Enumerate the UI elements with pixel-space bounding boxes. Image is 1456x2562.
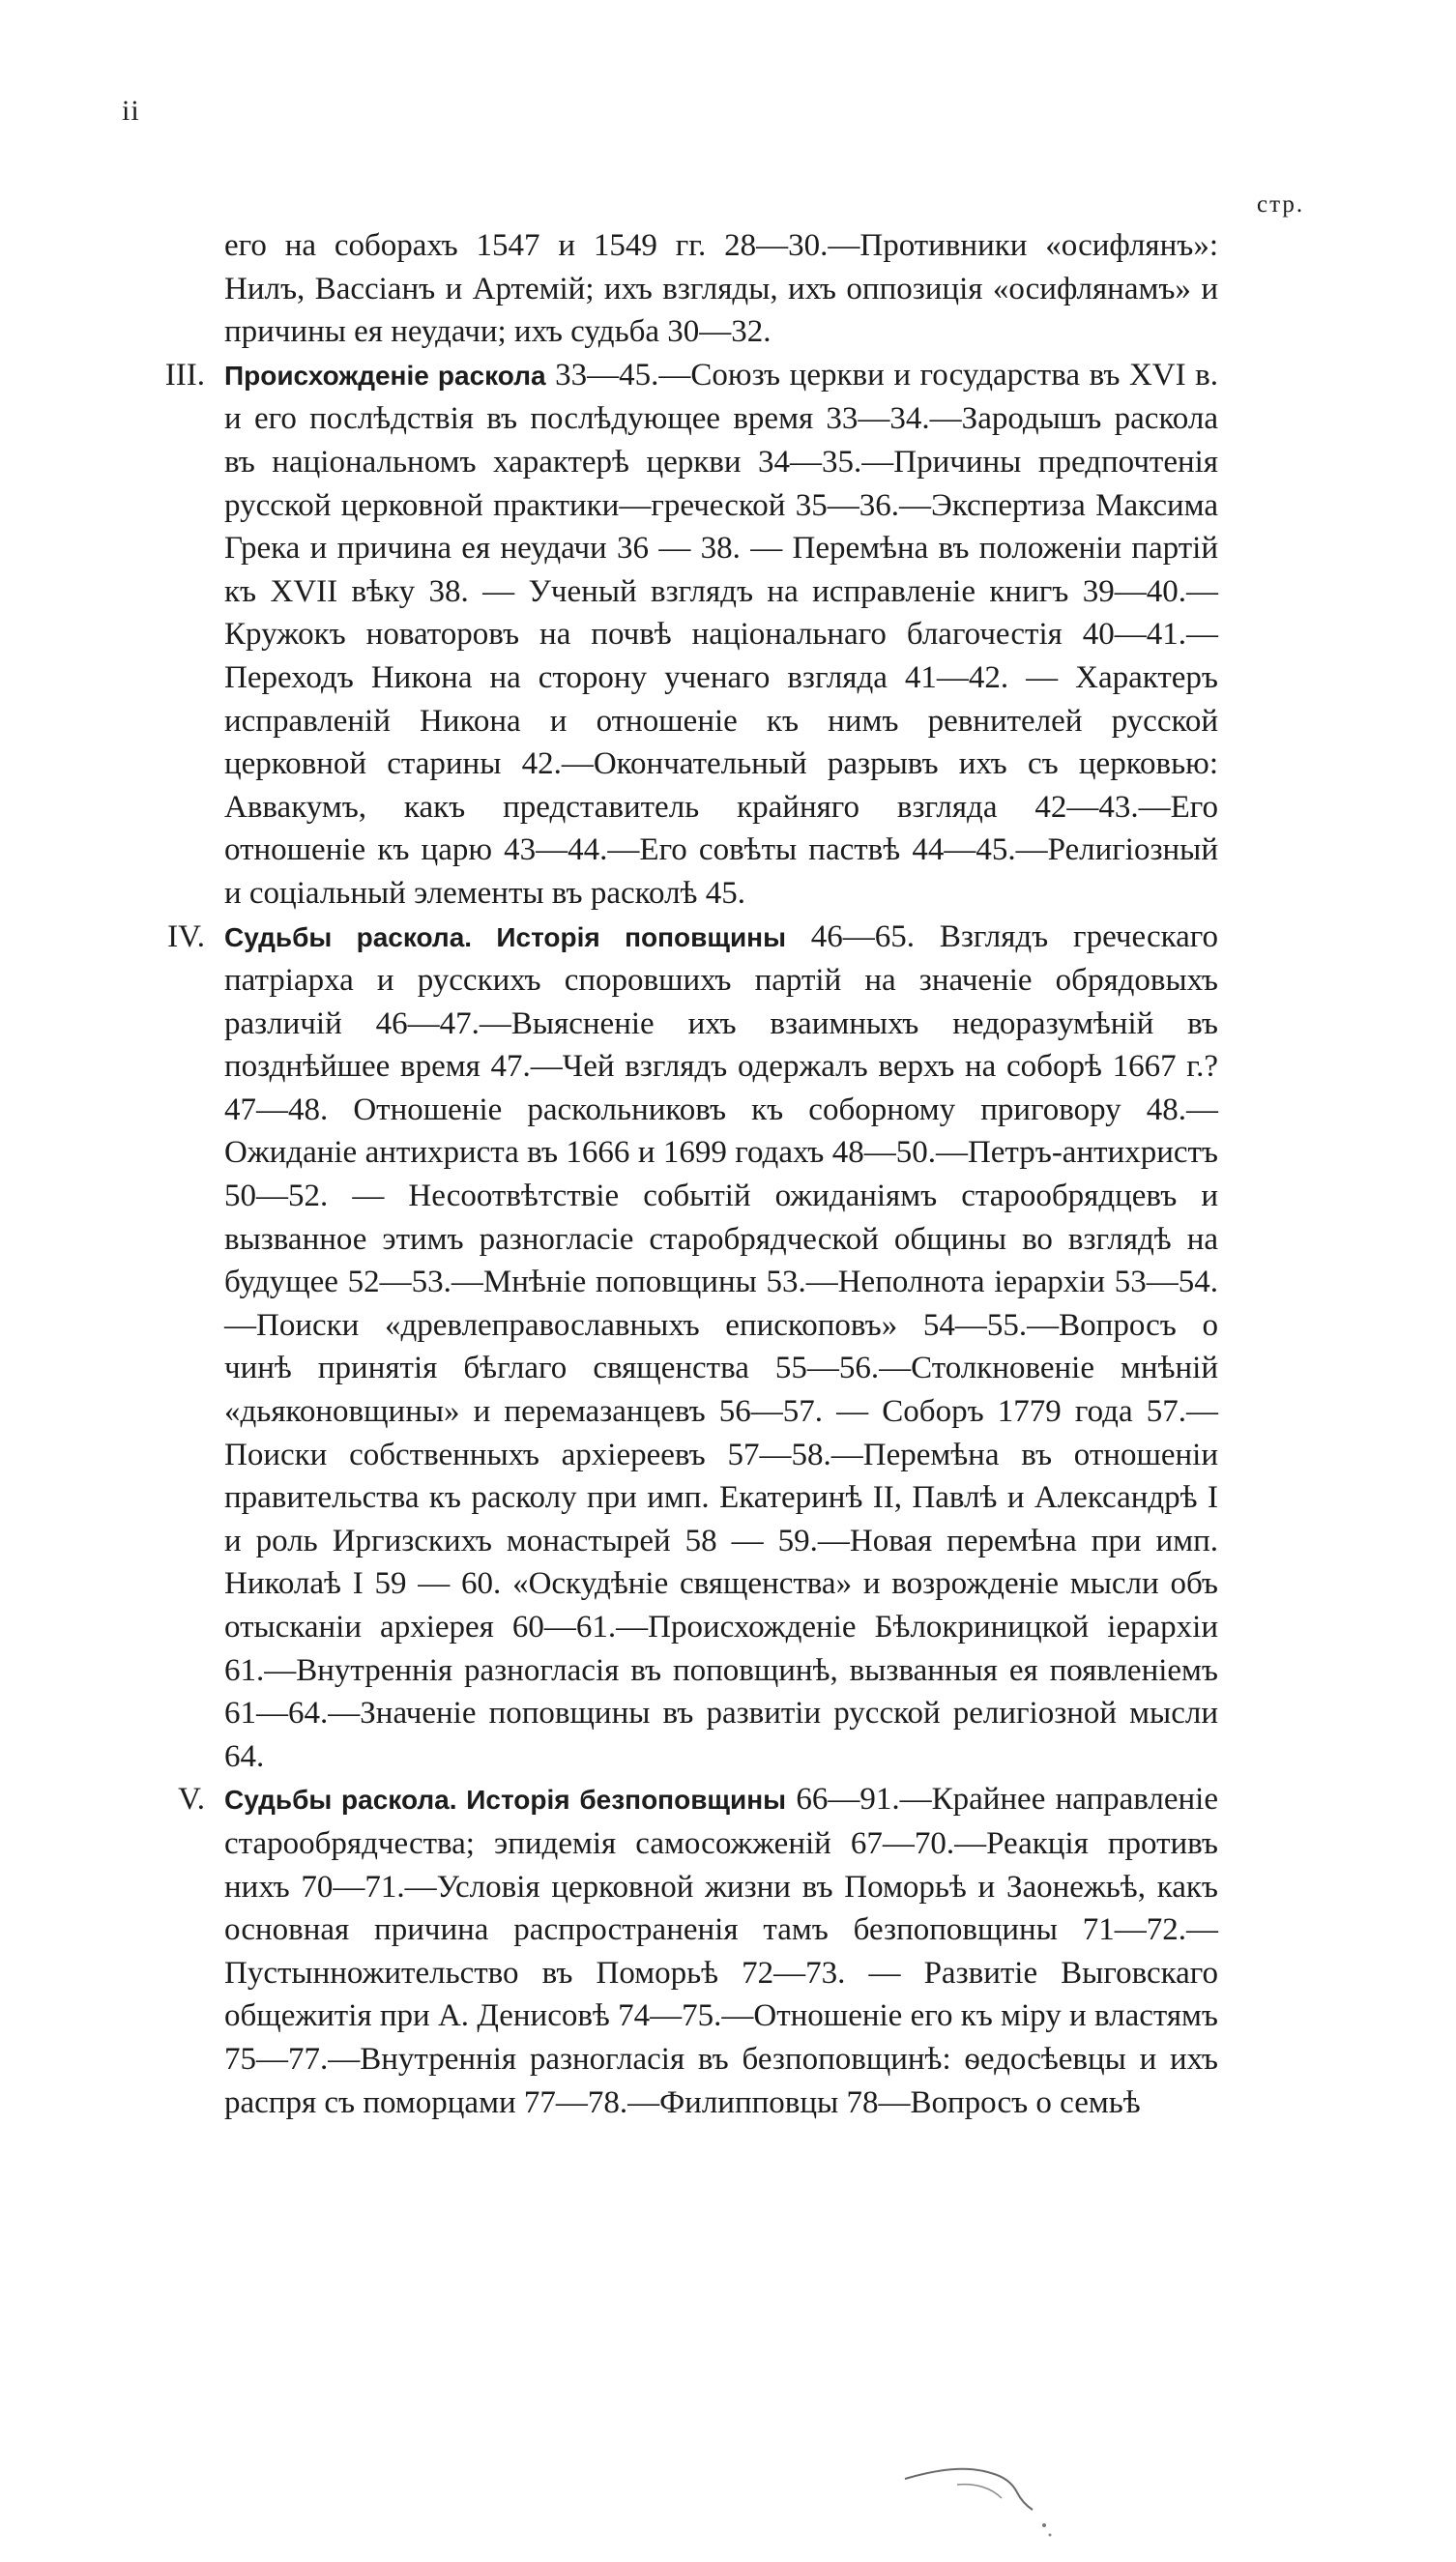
entry-text: 66—91.—Крайнее направленіе старообрядчества; эпидемія самосожженій 67—70.—Реакція противъ нихъ 70—71.—Условія церковной жизни въ Поморьѣ и Заонежьѣ, какъ основная причина распространенія тамъ безпоповщины 71—72.—Пустынножительство въ Поморьѣ 72—73. — Развитіе Выговскаго общежитія при А. Денисовѣ 74—75.—Отношеніе его къ міру и властямъ 75—77.—Внутреннія разногласія въ безпоповщинѣ: ѳедосѣевцы и ихъ распря съ поморцами 77—78.—Филипповцы 78—Вопросъ о семьѣ [224,1782,1218,2120]
chapter-numeral: III. [164,357,205,393]
entry-text: 46—65. Взглядъ греческаго патріарха и русскихъ споровшихъ партій на значеніе обрядовыхъ различій 46—47.—Выясненіе ихъ взаимныхъ недоразумѣній въ позднѣйшее время 47.—Чей взглядъ одержалъ верхъ на соборѣ 1667 г.? 47—48. Отношеніе раскольниковъ къ соборному приговору 48.—Ожиданіе антихриста въ 1666 и 1699 годахъ 48—50.—Петръ-антихристъ 50—52. — Несоотвѣтствіе событій ожиданіямъ старообрядцевъ и вызванное этимъ разногласіе старобрядческой общины во взглядѣ на будущее 52—53.—Мнѣніе поповщины 53.—Неполнота іерархіи 53—54.—Поиски «древлеправославныхъ епископовъ» 54—55.—Вопросъ о чинѣ принятія бѣглаго священства 55—56.—Столкновеніе мнѣній «дьяконовщины» и перемазанцевъ 56—57. — Соборъ 1779 года 57.—Поиски собственныхъ архіереевъ 57—58.—Перемѣна въ отношеніи правительства къ расколу при имп. Екатеринѣ II, Павлѣ и Александрѣ I и роль Иргизскихъ монастырей 58 — 59.—Новая перемѣна при имп. Николаѣ I 59 — 60. «Оскудѣніе священства» и возрожденіе мысли объ отысканіи архіерея 60—61.—Происхожденіе Бѣлокриницкой іерархіи 61.—Внутреннія разногласія въ поповщинѣ, вызванныя ея появленіемъ 61—64.—Значеніе поповщины въ развитіи русской религіозной мысли 64. [224,918,1218,1774]
chapter-numeral: V. [178,1782,205,1818]
ink-smudge-mark [899,2456,1092,2543]
chapter-numeral: IV. [167,918,205,954]
entry-text: 33—45.—Союзъ церкви и государства въ XVI в. и его послѣдствія въ послѣдующее время 33—34.—Зародышъ раскола въ національномъ характерѣ церкви 34—35.—Причины предпочтенія русской церковной практики—греческой 35—36.—Экспертиза Максима Грека и причина ея неудачи 36 — 38. — Перемѣна въ положеніи партій къ XVII вѣку 38. — Ученый взглядъ на исправленіе книгъ 39—40.—Кружокъ новаторовъ на почвѣ національнаго благочестія 40—41.—Переходъ Никона на сторону ученаго взгляда 41—42. — Характеръ исправленій Никона и отношеніе къ нимъ ревнителей русской церковной старины 42.—Окончательный разрывъ ихъ съ церковью: Аввакумъ, какъ представитель крайняго взгляда 42—43.—Его отношеніе къ царю 43—44.—Его совѣты паствѣ 44—45.—Религіозный и соціальный элементы въ расколѣ 45. [224,357,1219,911]
chapter-heading: Судьбы раскола. Исторія поповщины [224,921,786,952]
toc-entry-v [145,1778,1218,2124]
entry-text: его на соборахъ 1547 и 1549 гг. 28—30.—Противники «осифлянъ»: Нилъ, Вассіанъ и Артемій; ихъ взгляды, ихъ оппозиція «осифлянамъ» и причины ея неудачи; ихъ судьба 30—32. [224,228,1218,350]
toc-entry-continuation [145,224,1218,354]
page-number: ii [122,95,140,127]
toc-entry-iii [145,354,1218,916]
chapter-heading: Судьбы раскола. Исторія безпоповщины [224,1785,787,1816]
chapter-heading: Происхожденіе раскола [224,360,546,391]
page-column-label: стр. [1257,191,1305,218]
table-of-contents [145,224,1218,2124]
toc-entry-iv [145,916,1218,1779]
